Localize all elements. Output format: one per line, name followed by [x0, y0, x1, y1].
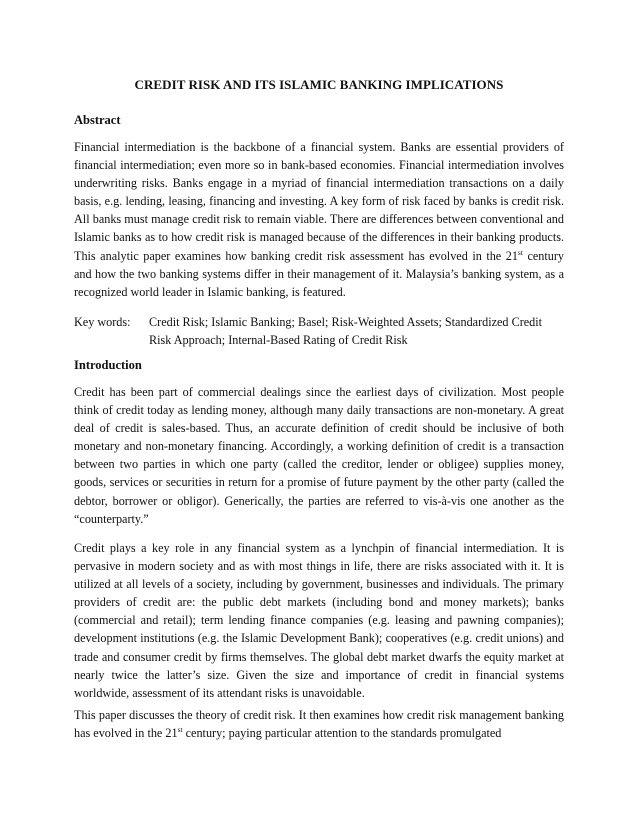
paragraph-3-text-part-2: century; paying particular attention to the standards promulgated	[182, 726, 502, 741]
abstract-heading: Abstract	[74, 113, 121, 127]
abstract-text-part-2: century and how the two banking systems differ in their management of it. Malaysia’s banking system, as a recognized world leader in Islamic banking, is featured.	[74, 248, 565, 299]
keywords-label: Key words:	[74, 315, 131, 329]
introduction-paragraph-2: Credit plays a key role in any financial system as a lynchpin of financial intermediation. It is pervasive in modern society and as with most things in life, there are risks associated with it. It is utilized at all levels of a society, including by government, businesses and individuals. The primary providers of credit are: the public debt markets (including bond and money markets); banks (commercial and retail); term lending finance companies (e.g. leasing and pawning companies); development institutions (e.g. the Islamic Development Bank); cooperatives (e.g. credit unions) and trade and consumer credit by firms themselves. The global debt market dwarfs the equity market at nearly twice the latter’s size. Given the size and importance of credit in financial systems worldwide, assessment of its attendant risks is unavoidable.	[74, 541, 564, 700]
abstract-paragraph	[74, 138, 564, 301]
keywords-list: Credit Risk; Islamic Banking; Basel; Risk-Weighted Assets; Standardized Credit Risk Approach; Internal-Based Rating of Credit Risk	[149, 315, 543, 347]
abstract-text-part-1: Financial intermediation is the backbone of a financial system. Banks are essential providers of financial intermediation; even more so in bank-based economies. Financial intermediation involves underwriting risks. Banks engage in a myriad of financial intermediation transactions on a daily basis, e.g. lending, leasing, financing and investing. A key form of risk faced by banks is credit risk. All banks must manage credit risk to remain viable. There are differences between conventional and Islamic banks as to how credit risk is managed because of the differences in their banking products. This analytic paper examines how banking credit risk assessment has evolved in the 21	[74, 140, 564, 263]
introduction-heading: Introduction	[74, 358, 142, 372]
introduction-paragraph-1: Credit has been part of commercial dealings since the earliest days of civilization. Most people think of credit today as lending money, although many daily transactions are non-monetary. A great deal of credit is sales-based. Thus, an accurate definition of credit should be inclusive of both monetary and non-monetary financing. Accordingly, a working definition of credit is a transaction between two parties in which one party (called the creditor, lender or obligee) supplies money, goods, services or securities in return for a promise of future payment by the other party (called the debtor, borrower or obligor). Generically, the parties are referred to vis-à-vis one another as the “counterparty.”	[74, 385, 564, 526]
paragraph-3-superscript: st	[177, 725, 183, 735]
introduction-paragraph-3	[74, 706, 564, 742]
document-title: CREDIT RISK AND ITS ISLAMIC BANKING IMPLICATIONS	[134, 77, 504, 92]
keywords-block	[74, 313, 564, 349]
abstract-superscript: st	[517, 247, 523, 257]
paragraph-3-text-part-1: This paper discusses the theory of credit risk. It then examines how credit risk management banking has evolved in the 21	[74, 708, 564, 741]
